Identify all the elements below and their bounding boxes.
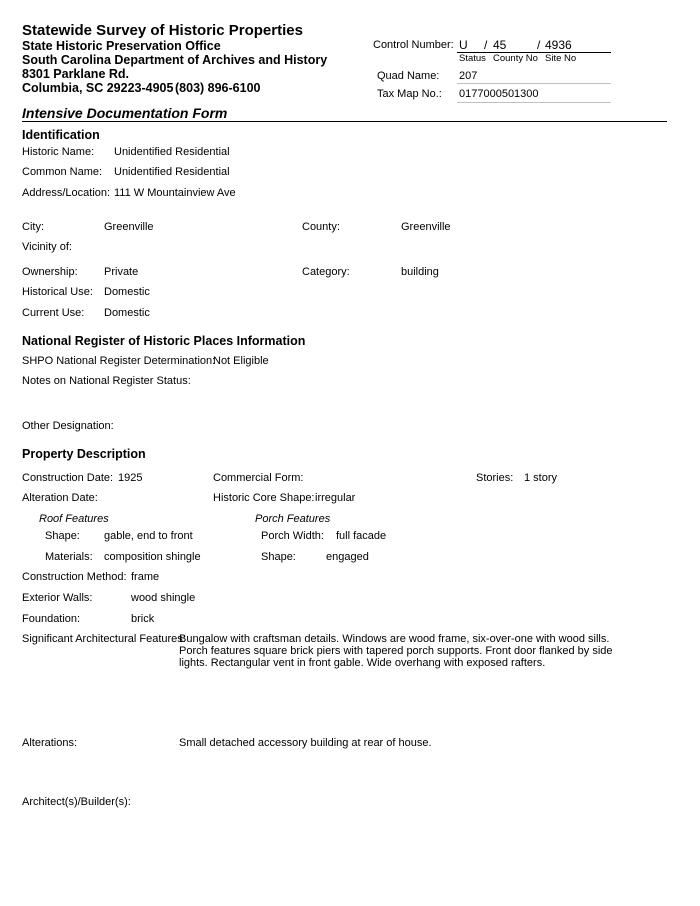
nr-determination-label: SHPO National Register Determination: xyxy=(22,355,216,367)
common-name-value: Unidentified Residential xyxy=(114,166,230,178)
city-state-zip: Columbia, SC 29223-4905 xyxy=(22,81,174,95)
site-number-caption: Site No xyxy=(545,53,577,64)
porch-width-label: Porch Width: xyxy=(261,530,324,542)
porch-features-heading: Porch Features xyxy=(255,513,331,525)
porch-shape-value: engaged xyxy=(326,551,369,563)
control-site-number: 4936 xyxy=(545,38,572,52)
core-shape-value: irregular xyxy=(315,492,356,504)
control-separator-1: / xyxy=(484,38,488,52)
core-shape-label: Historic Core Shape: xyxy=(213,492,315,504)
address-label: Address/Location: xyxy=(22,187,111,199)
porch-shape-label: Shape: xyxy=(261,551,296,563)
historical-use-value: Domestic xyxy=(104,286,150,298)
current-use-label: Current Use: xyxy=(22,307,85,319)
roof-shape-value: gable, end to front xyxy=(104,530,193,542)
county-label: County: xyxy=(302,221,340,233)
architectural-features-label: Significant Architectural Features: xyxy=(22,633,186,645)
county-number-caption: County No xyxy=(493,53,538,64)
alterations-label: Alterations: xyxy=(22,737,78,749)
form-title: Intensive Documentation Form xyxy=(22,105,228,121)
architectural-features-text: Bungalow with craftsman details. Windows are wood frame, six-over-one with wood sills. Porch features square brick piers with tapered porch supports. Front door flanked by side lights. Rectangular vent in front gable. Wide overhang with exposed rafters. xyxy=(179,633,613,669)
phone-number: (803) 896-6100 xyxy=(175,81,261,95)
address-value: 111 W Mountainview Ave xyxy=(114,187,236,199)
tax-map-underline xyxy=(457,102,611,103)
historic-name-value: Unidentified Residential xyxy=(114,146,230,158)
historical-use-label: Historical Use: xyxy=(22,286,93,298)
foundation-label: Foundation: xyxy=(22,613,81,625)
roof-materials-label: Materials: xyxy=(45,551,93,563)
control-separator-2: / xyxy=(537,38,541,52)
quad-name-value: 207 xyxy=(459,70,478,82)
construction-date-label: Construction Date: xyxy=(22,472,114,484)
ownership-value: Private xyxy=(104,266,139,278)
construction-method-value: frame xyxy=(131,571,160,583)
status-caption: Status xyxy=(459,53,486,64)
category-value: building xyxy=(401,266,439,278)
exterior-walls-value: wood shingle xyxy=(131,592,196,604)
city-label: City: xyxy=(22,221,44,233)
vicinity-label: Vicinity of: xyxy=(22,241,72,253)
category-label: Category: xyxy=(302,266,350,278)
survey-title: Statewide Survey of Historic Properties xyxy=(22,22,303,39)
tax-map-value: 0177000501300 xyxy=(459,88,539,100)
control-county-number: 45 xyxy=(493,38,507,52)
commercial-form-label: Commercial Form: xyxy=(213,472,304,484)
form-title-rule xyxy=(22,121,667,122)
quad-name-label: Quad Name: xyxy=(377,70,440,82)
other-designation-label: Other Designation: xyxy=(22,420,114,432)
nrhp-heading: National Register of Historic Places Information xyxy=(22,334,306,348)
office-name: State Historic Preservation Office xyxy=(22,39,221,53)
city-value: Greenville xyxy=(104,221,154,233)
construction-date-value: 1925 xyxy=(118,472,143,484)
quad-name-underline xyxy=(457,83,611,84)
nr-notes-label: Notes on National Register Status: xyxy=(22,375,191,387)
common-name-label: Common Name: xyxy=(22,166,103,178)
historic-name-label: Historic Name: xyxy=(22,146,95,158)
control-status: U xyxy=(459,38,468,52)
control-number-label: Control Number: xyxy=(373,39,454,51)
roof-materials-value: composition shingle xyxy=(104,551,201,563)
identification-heading: Identification xyxy=(22,128,100,142)
architect-builder-label: Architect(s)/Builder(s): xyxy=(22,796,131,808)
property-description-heading: Property Description xyxy=(22,447,146,461)
department-name: South Carolina Department of Archives and History xyxy=(22,53,328,67)
roof-features-heading: Roof Features xyxy=(39,513,109,525)
street-address: 8301 Parklane Rd. xyxy=(22,67,130,81)
stories-label: Stories: xyxy=(476,472,514,484)
ownership-label: Ownership: xyxy=(22,266,78,278)
foundation-value: brick xyxy=(131,613,155,625)
tax-map-label: Tax Map No.: xyxy=(377,88,442,100)
roof-shape-label: Shape: xyxy=(45,530,80,542)
stories-value: 1 story xyxy=(524,472,558,484)
alteration-date-label: Alteration Date: xyxy=(22,492,98,504)
exterior-walls-label: Exterior Walls: xyxy=(22,592,93,604)
county-value: Greenville xyxy=(401,221,451,233)
porch-width-value: full facade xyxy=(336,530,387,542)
construction-method-label: Construction Method: xyxy=(22,571,127,583)
current-use-value: Domestic xyxy=(104,307,150,319)
nr-determination-value: Not Eligible xyxy=(213,355,269,367)
alterations-text: Small detached accessory building at rear of house. xyxy=(179,737,432,749)
